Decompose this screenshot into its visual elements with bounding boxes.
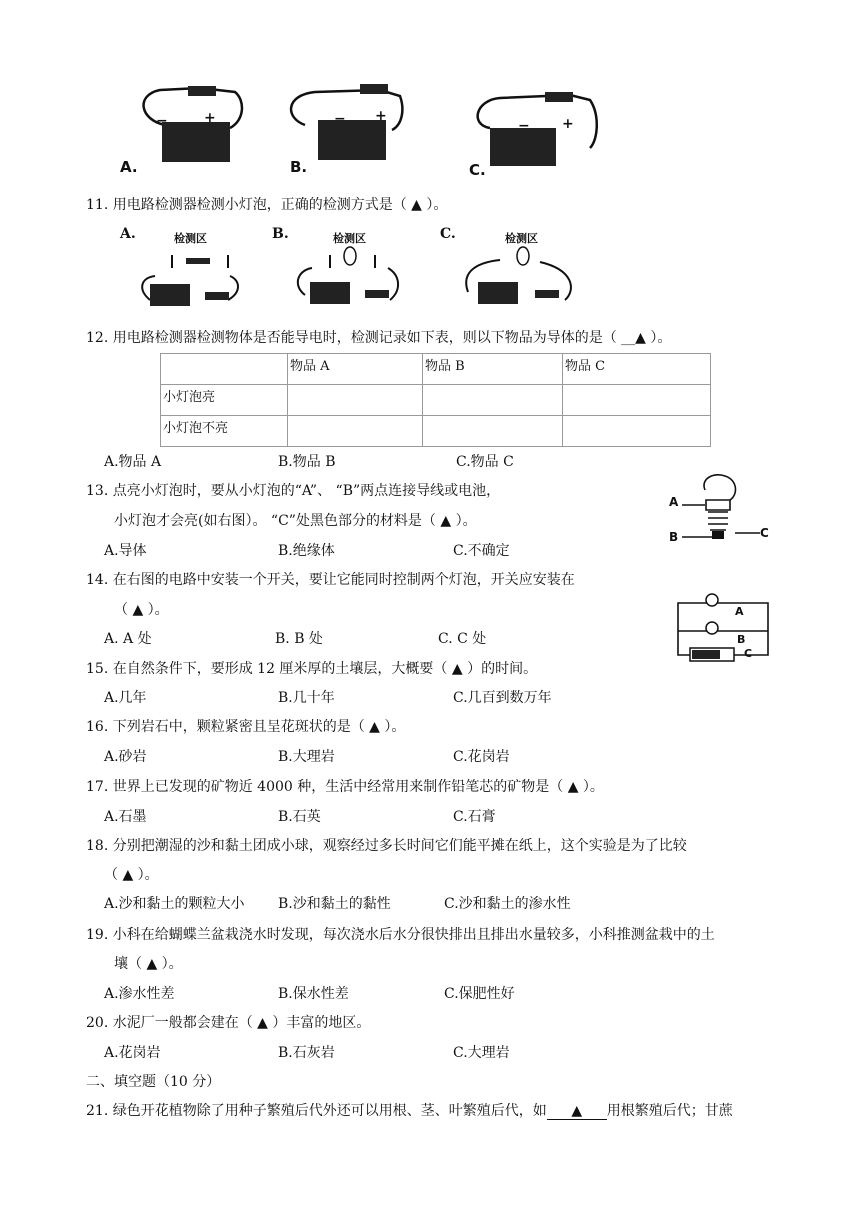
q13-option-c: C.不确定 [453, 543, 510, 559]
q16-option-b: B.大理岩 [278, 749, 335, 765]
q13-option-a: A.导体 [104, 543, 147, 559]
circuit-sign-plus-a: + [204, 110, 216, 126]
question-19-line-2: 壤（ ▲ ）。 [114, 956, 183, 972]
bulb-label-b: B [669, 530, 679, 544]
q14-option-c: C. C 处 [438, 631, 487, 647]
circuit-sign-minus-a: − [156, 113, 168, 129]
q11-region-label-a: 检测区 [174, 232, 207, 245]
q14-option-a: A. A 处 [104, 631, 152, 647]
bulb-label-c: C [760, 526, 769, 540]
q19-option-c: C.保肥性好 [444, 986, 515, 1002]
q21-blank-marker: ▲ [571, 1103, 583, 1119]
q18-option-b: B.沙和黏土的黏性 [278, 896, 391, 912]
q12-option-b: B.物品 B [278, 454, 336, 470]
circuit-sign-minus-c: − [518, 118, 530, 134]
top-option-b: B. [290, 158, 308, 176]
table-row-label: 小灯泡亮 [161, 385, 288, 416]
q16-option-c: C.花岗岩 [453, 749, 510, 765]
q13-option-b: B.绝缘体 [278, 543, 335, 559]
question-18-line-1: 18. 分别把潮湿的沙和黏土团成小球，观察经过多长时间它们能平摊在纸上，这个实验是为了比较 [86, 838, 687, 854]
q17-option-b: B.石英 [278, 809, 321, 825]
q11-region-label-c: 检测区 [505, 232, 538, 245]
question-16: 16. 下列岩石中，颗粒紧密且呈花斑状的是（ ▲ ）。 [86, 719, 406, 735]
q11-label-c: C. [440, 226, 456, 242]
q11-label-a: A. [120, 226, 136, 242]
q15-option-c: C.几百到数万年 [453, 690, 552, 706]
table-header-cell: 物品 A [288, 354, 423, 385]
q11-region-label-b: 检测区 [333, 232, 366, 245]
q20-option-b: B.石灰岩 [278, 1045, 335, 1061]
question-21 [86, 1100, 733, 1120]
q21-answer-blank [547, 1103, 607, 1120]
circuit-label-a: A [735, 605, 744, 618]
q19-option-b: B.保水性差 [278, 986, 349, 1002]
q12-option-c: C.物品 C [456, 454, 514, 470]
question-13-line-1: 13. 点亮小灯泡时，要从小灯泡的“A”、 “B”两点连接导线或电池， [86, 483, 501, 499]
q21-text-after: 用根繁殖后代；甘蔗 [606, 1103, 733, 1119]
q18-option-c: C.沙和黏土的渗水性 [444, 896, 571, 912]
top-option-c: C. [469, 161, 486, 179]
question-19-line-1: 19. 小科在给蝴蝶兰盆栽浇水时发现，每次浇水后水分很快排出且排出水量较多，小科推测盆栽中的土 [86, 927, 715, 943]
section-title-fill-in: 二、填空题（10 分） [86, 1074, 221, 1090]
q15-option-a: A.几年 [104, 690, 147, 706]
q17-option-c: C.石膏 [453, 809, 496, 825]
question-18-line-2: （ ▲ ）。 [104, 867, 159, 883]
circuit-sign-minus-b: − [334, 111, 346, 127]
question-17: 17. 世界上已发现的矿物近 4000 种，生活中经常用来制作铅笔芯的矿物是（ ▲ ）。 [86, 779, 604, 795]
q20-option-c: C.大理岩 [453, 1045, 510, 1061]
question-14-line-1: 14. 在右图的电路中安装一个开关，要让它能同时控制两个灯泡，开关应安装在 [86, 572, 575, 588]
circuit-label-b: B [737, 633, 746, 646]
q17-option-a: A.石墨 [104, 809, 147, 825]
table-header-cell: 物品 C [563, 354, 711, 385]
circuit-label-c: C [744, 647, 753, 660]
question-13-line-2: 小灯泡才会亮(如右图）。 “C”处黑色部分的材料是（ ▲ ）。 [114, 513, 477, 529]
question-20: 20. 水泥厂一般都会建在（ ▲ ）丰富的地区。 [86, 1015, 371, 1031]
question-12: 12. 用电路检测器检测物体是否能导电时，检测记录如下表，则以下物品为导体的是（ __▲ ）。 [86, 330, 672, 346]
q18-option-a: A.沙和黏土的颗粒大小 [104, 896, 245, 912]
q19-option-a: A.渗水性差 [104, 986, 175, 1002]
q11-label-b: B. [272, 226, 289, 242]
circuit-sign-plus-b: + [375, 108, 387, 124]
q15-option-b: B.几十年 [278, 690, 335, 706]
q14-option-b: B. B 处 [275, 631, 323, 647]
bulb-label-a: A [669, 495, 679, 509]
table-row-label: 小灯泡不亮 [161, 416, 288, 447]
circuit-sign-plus-c: + [562, 116, 574, 132]
question-11: 11. 用电路检测器检测小灯泡，正确的检测方式是（ ▲ ）。 [86, 197, 448, 213]
question-15: 15. 在自然条件下，要形成 12 厘米厚的土壤层，大概要（ ▲ ）的时间。 [86, 661, 538, 677]
top-option-a: A. [120, 158, 138, 176]
q21-text-before: 21. 绿色开花植物除了用种子繁殖后代外还可以用根、茎、叶繁殖后代，如 [86, 1103, 547, 1119]
question-14-line-2: （ ▲ ）。 [114, 602, 169, 618]
q16-option-a: A.砂岩 [104, 749, 147, 765]
table-header-cell: 物品 B [423, 354, 563, 385]
q12-option-a: A.物品 A [104, 454, 162, 470]
q20-option-a: A.花岗岩 [104, 1045, 161, 1061]
